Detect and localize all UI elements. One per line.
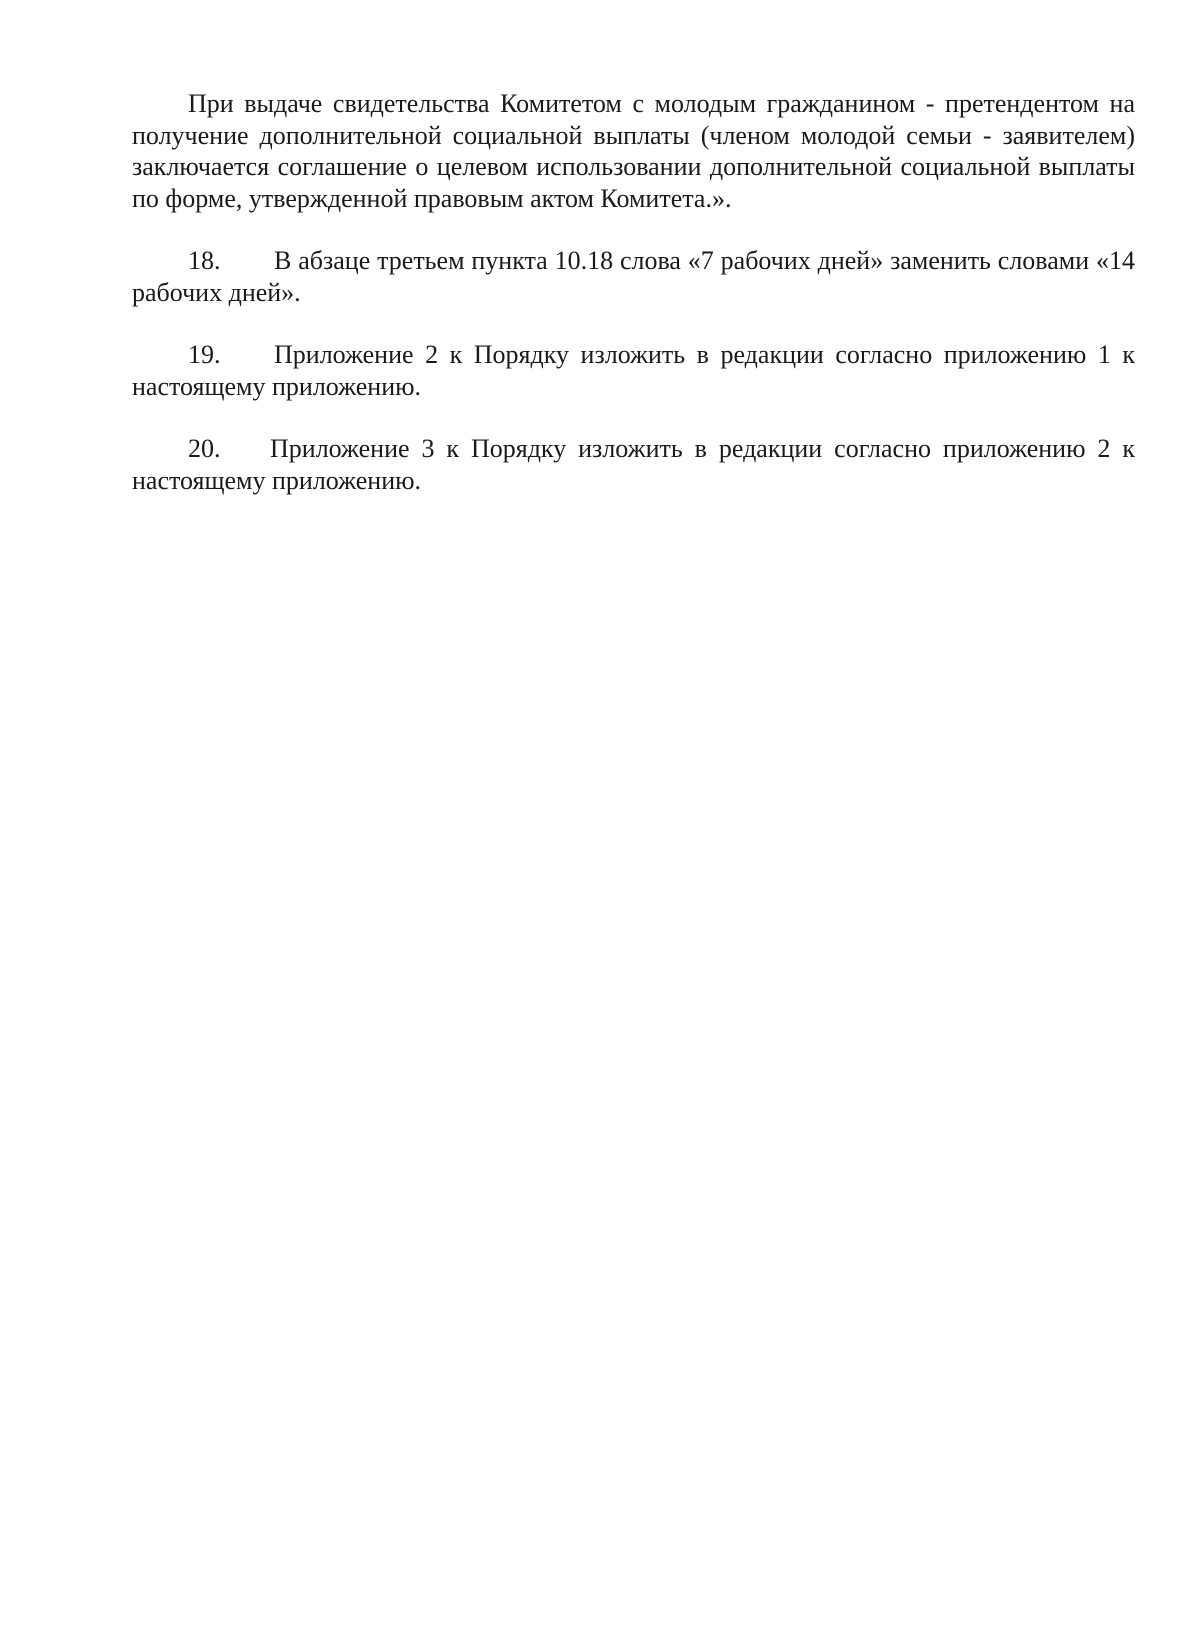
item-text: Приложение 2 к Порядку изложить в редакции согласно приложению 1 к настоящему приложению. <box>132 340 1135 401</box>
item-text: Приложение 3 к Порядку изложить в редакции согласно приложению 2 к настоящему приложению. <box>132 434 1135 495</box>
list-item-20 <box>132 433 1135 496</box>
list-item-18 <box>132 245 1135 308</box>
item-number: 20. <box>188 434 221 463</box>
item-number: 19. <box>188 340 221 369</box>
document-body <box>132 88 1135 496</box>
item-number: 18. <box>188 246 221 275</box>
list-item-19 <box>132 339 1135 402</box>
paragraph-certificate-agreement: При выдаче свидетельства Комитетом с молодым гражданином - претендентом на получение дополнительной социальной выплаты (членом молодой семьи - заявителем) заключается соглашение о целевом использовании дополнительной социальной выплаты по форме, утвержденной правовым актом Комитета.». <box>132 89 1135 213</box>
item-text: В абзаце третьем пункта 10.18 слова «7 рабочих дней» заменить словами «14 рабочих дней». <box>132 246 1135 307</box>
